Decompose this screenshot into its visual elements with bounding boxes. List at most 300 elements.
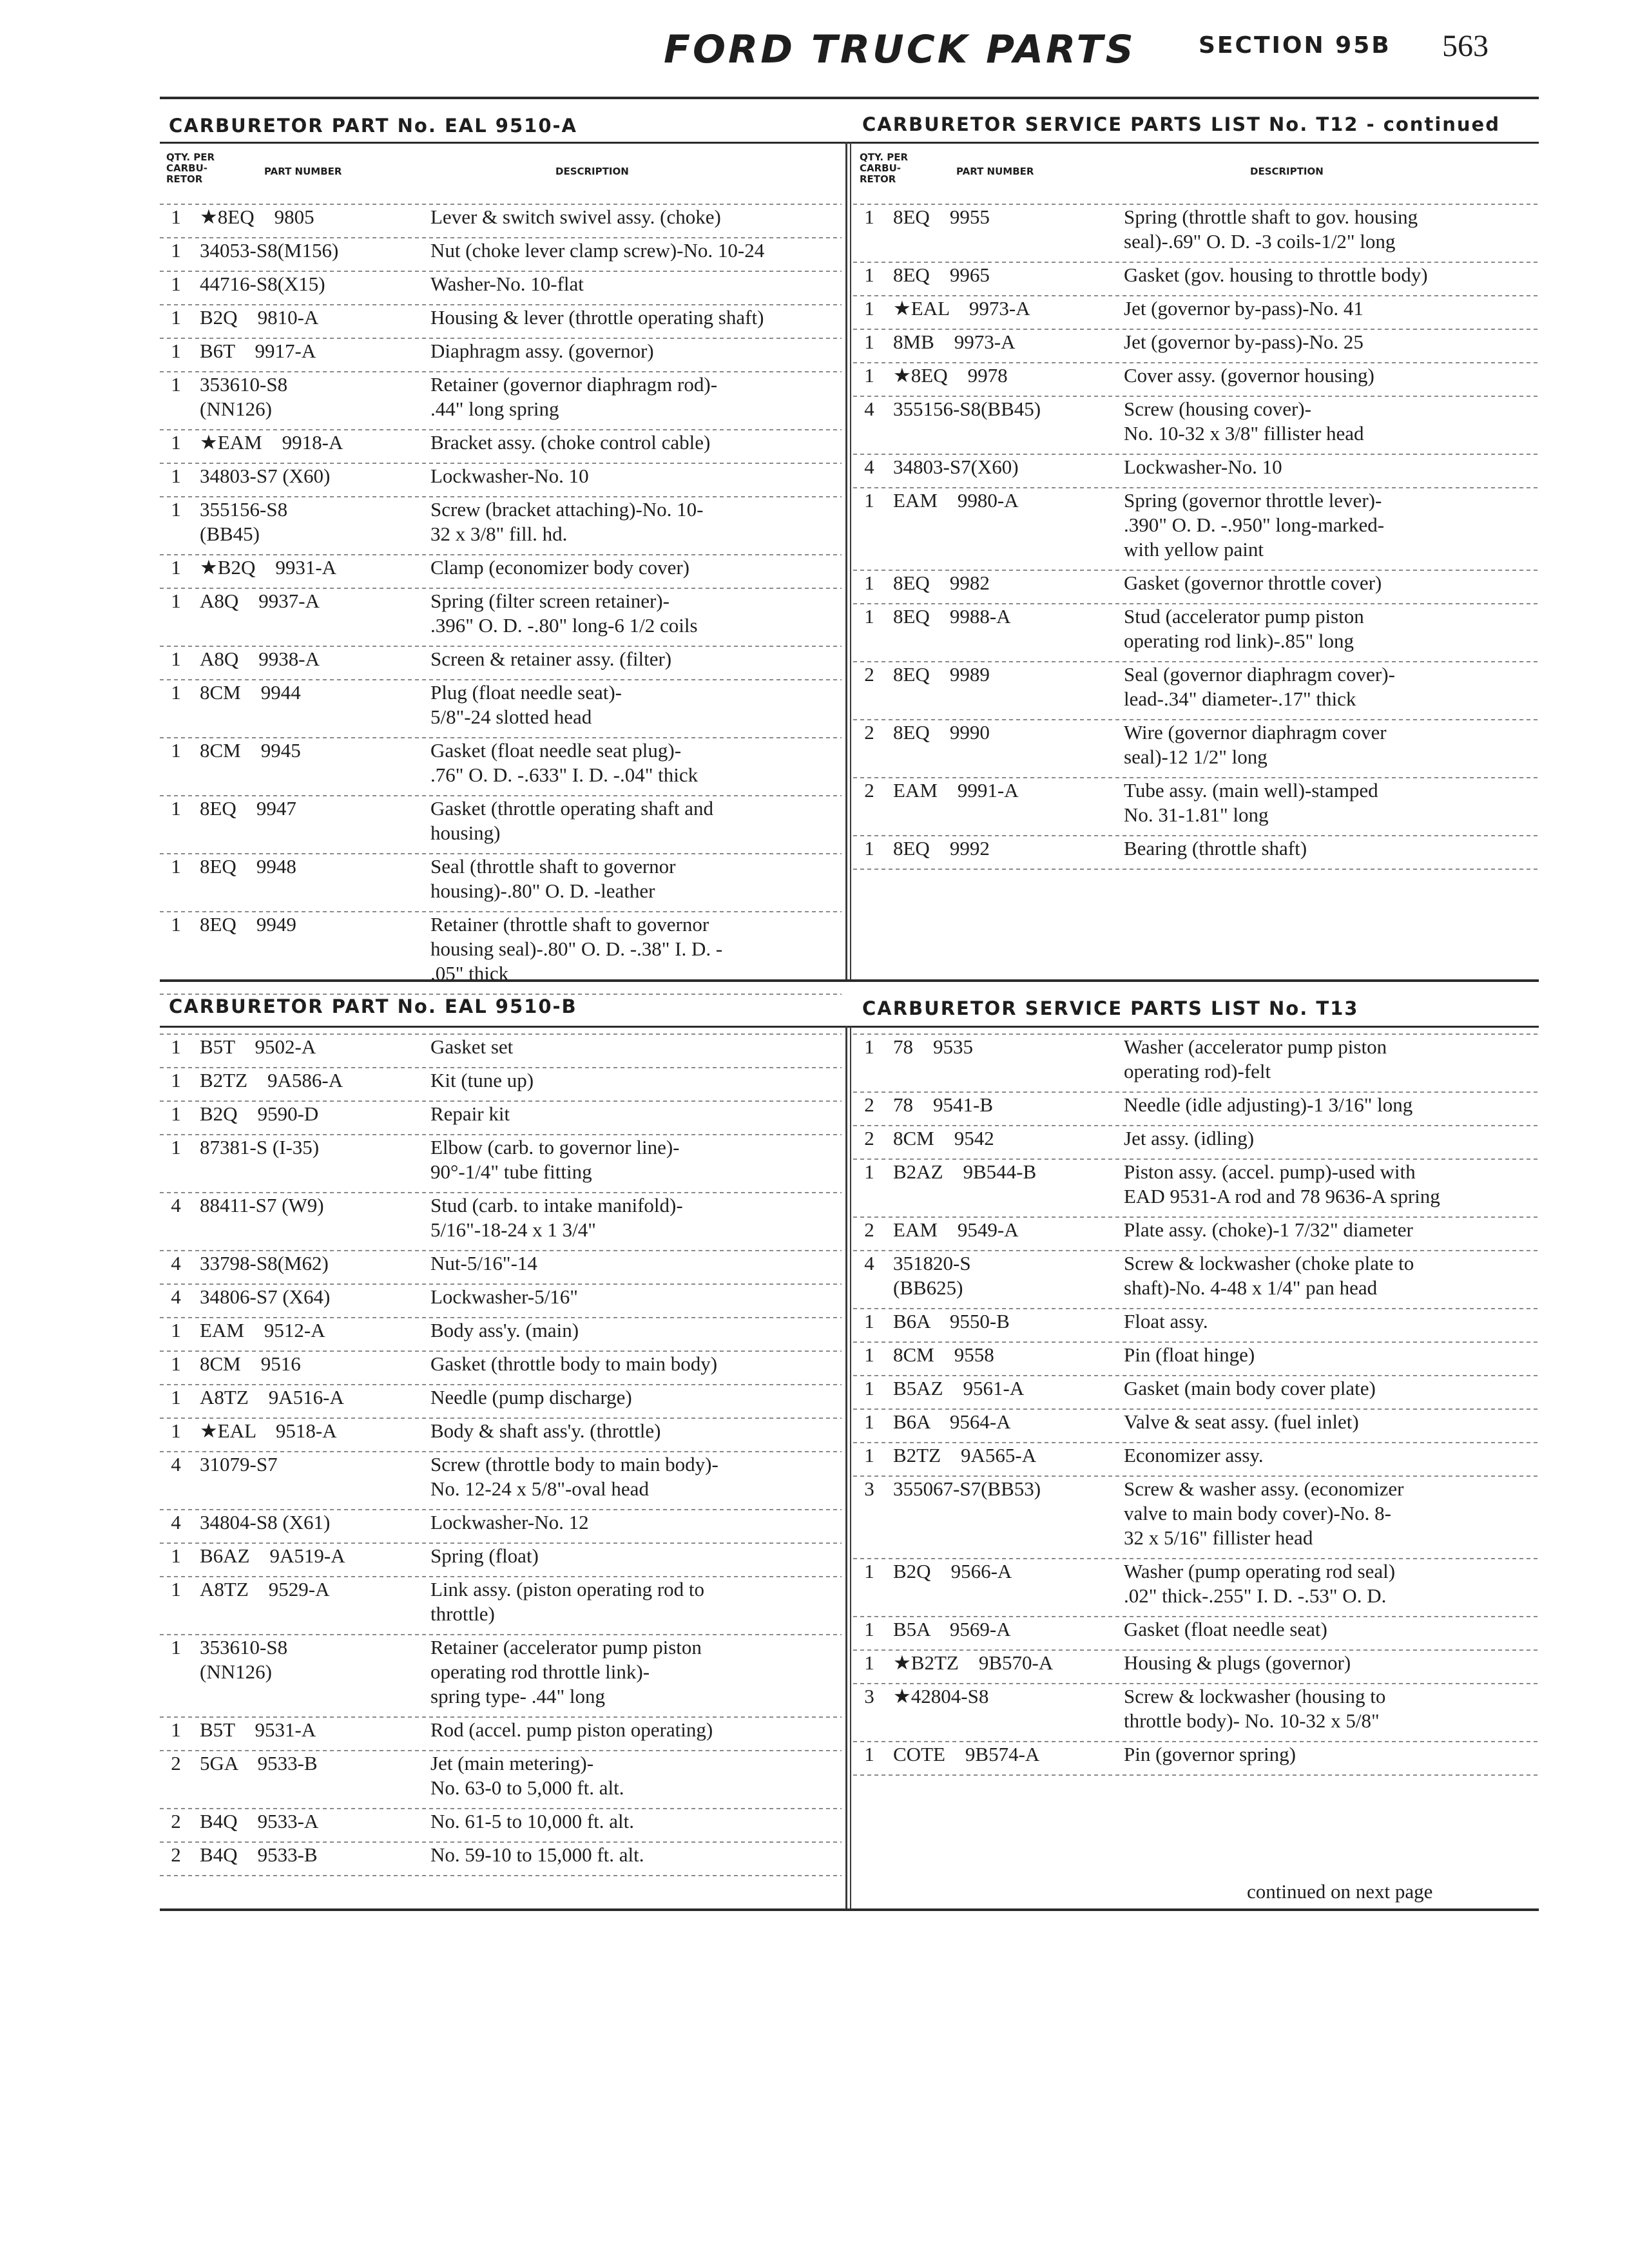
qty-cell: 2	[864, 721, 874, 744]
part-number-cell: 355156-S8 (BB45)	[200, 498, 288, 545]
part-number-cell: EAM 9980-A	[893, 489, 1019, 512]
table-row	[160, 1576, 842, 1628]
table-row	[160, 588, 842, 639]
description-cell: Gasket (throttle operating shaft and housing)	[430, 797, 714, 844]
table-row	[853, 1308, 1539, 1335]
part-number-cell: 8CM 9945	[200, 739, 301, 762]
part-number-cell: B2Q 9590-D	[200, 1102, 319, 1125]
parts-table-eal-9510-b	[160, 1033, 842, 1903]
header-rule	[160, 97, 1539, 99]
table-row	[853, 295, 1539, 322]
description-cell: Stud (accelerator pump piston operating rod link)-.85" long	[1124, 605, 1364, 652]
description-cell: Bearing (throttle shaft)	[1124, 837, 1307, 860]
column-divider-lower-2	[850, 1026, 851, 1908]
table-row	[160, 1134, 842, 1186]
part-number-cell: 8CM 9542	[893, 1127, 994, 1149]
part-number-cell: 8EQ 9965	[893, 264, 990, 286]
table-row	[160, 1750, 842, 1802]
description-cell: Repair kit	[430, 1102, 510, 1125]
description-cell: Nut (choke lever clamp screw)-No. 10-24	[430, 239, 765, 262]
qty-cell: 1	[171, 1069, 181, 1091]
description-cell: Pin (governor spring)	[1124, 1743, 1296, 1765]
qty-cell: 1	[171, 1136, 181, 1158]
part-number-cell: B2Q 9566-A	[893, 1560, 1012, 1582]
table-row	[853, 1375, 1539, 1402]
table-row	[853, 362, 1539, 389]
part-number-cell: 78 9535	[893, 1035, 973, 1058]
description-cell: Economizer assy.	[1124, 1444, 1264, 1466]
parts-table-service-list-t12	[853, 204, 1539, 977]
part-number-cell: EAM 9512-A	[200, 1319, 325, 1341]
description-cell: Housing & lever (throttle operating shaft)	[430, 306, 764, 329]
parts-table-eal-9510-a	[160, 204, 842, 985]
description-cell: Bracket assy. (choke control cable)	[430, 431, 711, 454]
qty-cell: 1	[171, 1102, 181, 1125]
qty-cell: 4	[864, 398, 874, 420]
part-number-cell: B2Q 9810-A	[200, 306, 319, 329]
column-header-qty: QTY. PER CARBU- RETOR	[166, 151, 215, 185]
qty-cell: 1	[171, 1035, 181, 1058]
part-number-cell: 353610-S8 (NN126)	[200, 1636, 288, 1683]
continued-note: continued on next page	[1247, 1880, 1433, 1903]
table-row	[853, 1125, 1539, 1152]
part-number-cell: A8Q 9938-A	[200, 648, 320, 670]
qty-cell: 1	[171, 855, 181, 878]
table-row	[160, 1033, 842, 1061]
qty-cell: 1	[171, 1718, 181, 1741]
table-row	[853, 204, 1539, 255]
qty-cell: 1	[171, 681, 181, 704]
description-cell: Screw (throttle body to main body)- No. 12-24 x 5/8"-oval head	[430, 1453, 718, 1500]
table-row	[160, 646, 842, 673]
block-title-service-list-t12: CARBURETOR SERVICE PARTS LIST No. T12 - continued	[862, 113, 1500, 135]
qty-cell: 1	[864, 1410, 874, 1433]
qty-cell: 2	[171, 1752, 181, 1774]
qty-cell: 1	[864, 1035, 874, 1058]
part-number-cell: B5AZ 9561-A	[893, 1377, 1025, 1399]
table-end-rule	[160, 1875, 842, 1876]
part-number-cell: 88411-S7 (W9)	[200, 1194, 324, 1216]
qty-cell: 1	[171, 465, 181, 487]
part-number-cell: 87381-S (I-35)	[200, 1136, 320, 1158]
description-cell: Needle (pump discharge)	[430, 1386, 632, 1408]
description-cell: Screw (bracket attaching)-No. 10- 32 x 3/8" fill. hd.	[430, 498, 704, 545]
page-number: 563	[1442, 29, 1489, 63]
qty-cell: 1	[864, 264, 874, 286]
table-row	[160, 1067, 842, 1094]
description-cell: Wire (governor diaphragm cover seal)-12 1/2" long	[1124, 721, 1387, 768]
part-number-cell: 8EQ 9990	[893, 721, 990, 744]
part-number-cell: COTE 9B574-A	[893, 1743, 1040, 1765]
description-cell: Retainer (governor diaphragm rod)- .44" long spring	[430, 373, 718, 420]
table-row	[853, 1033, 1539, 1085]
description-cell: Plate assy. (choke)-1 7/32" diameter	[1124, 1218, 1413, 1241]
description-cell: Jet assy. (idling)	[1124, 1127, 1255, 1149]
part-number-cell: 33798-S8(M62)	[200, 1252, 329, 1274]
table-row	[853, 1250, 1539, 1302]
table-row	[853, 329, 1539, 356]
part-number-cell: 34804-S8 (X61)	[200, 1511, 331, 1533]
qty-cell: 1	[864, 489, 874, 512]
qty-cell: 1	[171, 1636, 181, 1658]
part-number-cell: B2AZ 9B544-B	[893, 1160, 1037, 1183]
table-row	[853, 1683, 1539, 1735]
table-row	[853, 719, 1539, 771]
part-number-cell: B6A 9550-B	[893, 1310, 1010, 1332]
table-row	[853, 454, 1539, 481]
description-cell: Screw (housing cover)- No. 10-32 x 3/8" fillister head	[1124, 398, 1364, 445]
part-number-cell: 8CM 9558	[893, 1343, 994, 1366]
part-number-cell: B2TZ 9A586-A	[200, 1069, 343, 1091]
qty-cell: 4	[171, 1453, 181, 1475]
description-cell: Lockwasher-No. 10	[430, 465, 589, 487]
table-row	[853, 1408, 1539, 1436]
qty-cell: 1	[864, 1444, 874, 1466]
part-number-cell: ★EAL 9973-A	[893, 297, 1030, 320]
part-number-cell: ★8EQ 9978	[893, 364, 1008, 387]
qty-cell: 1	[864, 572, 874, 594]
table-row	[160, 496, 842, 548]
table-row	[160, 795, 842, 847]
block-title-eal-9510-b: CARBURETOR PART No. EAL 9510-B	[169, 995, 577, 1017]
part-number-cell: 5GA 9533-B	[200, 1752, 318, 1774]
qty-cell: 2	[171, 1810, 181, 1832]
part-number-cell: ★B2TZ 9B570-A	[893, 1651, 1054, 1674]
lower-top-rule	[160, 1026, 1539, 1028]
qty-cell: 1	[171, 498, 181, 521]
table-row	[160, 1808, 842, 1835]
qty-cell: 1	[171, 590, 181, 612]
qty-cell: 2	[864, 663, 874, 686]
qty-cell: 2	[171, 1843, 181, 1866]
qty-cell: 1	[864, 364, 874, 387]
description-cell: Gasket set	[430, 1035, 514, 1058]
qty-cell: 1	[864, 605, 874, 628]
part-number-cell: 34053-S8(M156)	[200, 239, 339, 262]
qty-cell: 1	[864, 206, 874, 228]
column-header-description: DESCRIPTION	[555, 166, 629, 177]
qty-cell: 1	[864, 1618, 874, 1640]
description-cell: Clamp (economizer body cover)	[430, 556, 689, 579]
qty-cell: 1	[864, 297, 874, 320]
table-row	[853, 1216, 1539, 1244]
part-number-cell: 8EQ 9982	[893, 572, 990, 594]
description-cell: Rod (accel. pump piston operating)	[430, 1718, 713, 1741]
description-cell: No. 59-10 to 15,000 ft. alt.	[430, 1843, 644, 1866]
table-row	[160, 1384, 842, 1411]
qty-cell: 1	[171, 797, 181, 820]
qty-cell: 1	[864, 1310, 874, 1332]
part-number-cell: A8TZ 9529-A	[200, 1578, 330, 1600]
part-number-cell: 351820-S (BB625)	[893, 1252, 971, 1299]
description-cell: Gasket (gov. housing to throttle body)	[1124, 264, 1428, 286]
column-divider-upper	[845, 142, 847, 979]
table-row	[853, 1442, 1539, 1469]
table-row	[853, 396, 1539, 447]
table-row	[160, 737, 842, 789]
qty-cell: 1	[864, 1560, 874, 1582]
table-row	[853, 262, 1539, 289]
part-number-cell: B4Q 9533-B	[200, 1843, 318, 1866]
part-number-cell: 8EQ 9947	[200, 797, 296, 820]
table-row	[853, 777, 1539, 829]
table-row	[853, 1649, 1539, 1677]
qty-cell: 4	[171, 1252, 181, 1274]
qty-cell: 1	[171, 373, 181, 396]
column-header-description: DESCRIPTION	[1250, 166, 1324, 177]
qty-cell: 1	[171, 1319, 181, 1341]
part-number-cell: 44716-S8(X15)	[200, 273, 325, 295]
qty-cell: 2	[864, 779, 874, 802]
description-cell: Washer (accelerator pump piston operating rod)-felt	[1124, 1035, 1387, 1082]
qty-cell: 1	[171, 306, 181, 329]
table-row	[160, 1509, 842, 1536]
description-cell: Spring (throttle shaft to gov. housing seal)-.69" O. D. -3 coils-1/2" long	[1124, 206, 1418, 253]
column-header-part-number: PART NUMBER	[264, 166, 342, 177]
description-cell: Washer-No. 10-flat	[430, 273, 584, 295]
qty-cell: 1	[171, 1352, 181, 1375]
part-number-cell: ★8EQ 9805	[200, 206, 314, 228]
table-row	[853, 1091, 1539, 1119]
part-number-cell: B2TZ 9A565-A	[893, 1444, 1037, 1466]
table-row	[853, 835, 1539, 862]
table-row	[160, 237, 842, 264]
part-number-cell: 8EQ 9948	[200, 855, 296, 878]
description-cell: Seal (throttle shaft to governor housing)-.80" O. D. -leather	[430, 855, 676, 902]
table-row	[160, 429, 842, 456]
description-cell: Spring (float)	[430, 1544, 539, 1567]
description-cell: Jet (governor by-pass)-No. 25	[1124, 331, 1364, 353]
part-number-cell: 355067-S7(BB53)	[893, 1477, 1041, 1500]
qty-cell: 1	[171, 206, 181, 228]
part-number-cell: EAM 9549-A	[893, 1218, 1019, 1241]
part-number-cell: 8CM 9944	[200, 681, 301, 704]
description-cell: Gasket (main body cover plate)	[1124, 1377, 1376, 1399]
part-number-cell: ★B2Q 9931-A	[200, 556, 337, 579]
description-cell: Plug (float needle seat)- 5/8"-24 slotted head	[430, 681, 622, 728]
qty-cell: 1	[171, 913, 181, 936]
qty-cell: 3	[864, 1685, 874, 1707]
table-row	[160, 1317, 842, 1344]
table-row	[160, 1192, 842, 1244]
qty-cell: 4	[171, 1511, 181, 1533]
description-cell: Nut-5/16"-14	[430, 1252, 537, 1274]
section-label: SECTION 95B	[1199, 32, 1391, 59]
table-end-rule	[160, 994, 842, 995]
qty-cell: 1	[171, 431, 181, 454]
part-number-cell: ★42804-S8	[893, 1685, 989, 1707]
part-number-cell: B5T 9502-A	[200, 1035, 316, 1058]
table-row	[160, 1283, 842, 1311]
qty-cell: 3	[864, 1477, 874, 1500]
part-number-cell: B6A 9564-A	[893, 1410, 1011, 1433]
description-cell: Washer (pump operating rod seal) .02" thick-.255" I. D. -.53" O. D.	[1124, 1560, 1396, 1607]
part-number-cell: EAM 9991-A	[893, 779, 1019, 802]
description-cell: Stud (carb. to intake manifold)- 5/16"-18-24 x 1 3/4"	[430, 1194, 683, 1241]
table-row	[160, 271, 842, 298]
column-header-part-number: PART NUMBER	[956, 166, 1034, 177]
qty-cell: 1	[171, 1419, 181, 1442]
block-title-service-list-t13: CARBURETOR SERVICE PARTS LIST No. T13	[862, 997, 1359, 1019]
table-end-rule	[853, 1774, 1539, 1776]
qty-cell: 4	[171, 1194, 181, 1216]
table-row	[160, 1634, 842, 1710]
description-cell: Kit (tune up)	[430, 1069, 534, 1091]
qty-cell: 1	[171, 273, 181, 295]
description-cell: Retainer (accelerator pump piston operating rod throttle link)- spring type- .44" long	[430, 1636, 702, 1707]
qty-cell: 4	[171, 1285, 181, 1308]
table-row	[853, 661, 1539, 713]
description-cell: Float assy.	[1124, 1310, 1208, 1332]
table-row	[853, 487, 1539, 563]
qty-cell: 1	[171, 239, 181, 262]
part-number-cell: B6T 9917-A	[200, 340, 316, 362]
description-cell: Housing & plugs (governor)	[1124, 1651, 1351, 1674]
qty-cell: 4	[864, 1252, 874, 1274]
table-row	[160, 1418, 842, 1445]
description-cell: Spring (filter screen retainer)- .396" O. D. -.80" long-6 1/2 coils	[430, 590, 698, 637]
qty-cell: 2	[864, 1093, 874, 1116]
column-divider-lower	[845, 1026, 847, 1908]
table-row	[160, 1716, 842, 1744]
description-cell: Lockwasher-5/16"	[430, 1285, 578, 1308]
table-row	[853, 1158, 1539, 1210]
table-row	[853, 1341, 1539, 1369]
part-number-cell: A8Q 9937-A	[200, 590, 320, 612]
description-cell: Lockwasher-No. 10	[1124, 456, 1282, 478]
description-cell: Screw & lockwasher (choke plate to shaft)-No. 4-48 x 1/4" pan head	[1124, 1252, 1414, 1299]
table-row	[160, 1350, 842, 1378]
part-number-cell: 78 9541-B	[893, 1093, 993, 1116]
part-number-cell: 31079-S7	[200, 1453, 278, 1475]
qty-cell: 1	[171, 648, 181, 670]
part-number-cell: 8EQ 9949	[200, 913, 296, 936]
table-row	[853, 1741, 1539, 1768]
parts-table-service-list-t13	[853, 1033, 1539, 1903]
table-row	[160, 1100, 842, 1128]
description-cell: Tube assy. (main well)-stamped No. 31-1.81" long	[1124, 779, 1378, 826]
table-row	[160, 853, 842, 905]
description-cell: Lever & switch swivel assy. (choke)	[430, 206, 721, 228]
column-header-qty: QTY. PER CARBU- RETOR	[860, 151, 909, 185]
part-number-cell: B6AZ 9A519-A	[200, 1544, 345, 1567]
qty-cell: 1	[864, 331, 874, 353]
table-row	[160, 1250, 842, 1277]
column-divider-upper-2	[850, 142, 851, 979]
table-row	[160, 1451, 842, 1503]
description-cell: Needle (idle adjusting)-1 3/16" long	[1124, 1093, 1413, 1116]
part-number-cell: A8TZ 9A516-A	[200, 1386, 344, 1408]
table-end-rule	[853, 869, 1539, 870]
description-cell: Gasket (throttle body to main body)	[430, 1352, 718, 1375]
description-cell: Link assy. (piston operating rod to throttle)	[430, 1578, 705, 1625]
qty-cell: 1	[171, 739, 181, 762]
qty-cell: 1	[864, 1343, 874, 1366]
qty-cell: 1	[864, 1651, 874, 1674]
qty-cell: 1	[171, 1386, 181, 1408]
part-number-cell: 353610-S8 (NN126)	[200, 373, 288, 420]
table-row	[160, 463, 842, 490]
qty-cell: 1	[171, 1578, 181, 1600]
description-cell: Spring (governor throttle lever)- .390" O. D. -.950" long-marked- with yellow paint	[1124, 489, 1385, 561]
description-cell: Cover assy. (governor housing)	[1124, 364, 1374, 387]
part-number-cell: 34803-S7 (X60)	[200, 465, 331, 487]
description-cell: Pin (float hinge)	[1124, 1343, 1255, 1366]
description-cell: Lockwasher-No. 12	[430, 1511, 589, 1533]
table-row	[160, 338, 842, 365]
description-cell: Gasket (governor throttle cover)	[1124, 572, 1382, 594]
description-cell: Screw & lockwasher (housing to throttle body)- No. 10-32 x 5/8"	[1124, 1685, 1386, 1732]
description-cell: Gasket (float needle seat plug)- .76" O. D. -.633" I. D. -.04" thick	[430, 739, 699, 786]
description-cell: Retainer (throttle shaft to governor housing seal)-.80" O. D. -.38" I. D. - .05" thick	[430, 913, 723, 985]
part-number-cell: B5A 9569-A	[893, 1618, 1011, 1640]
description-cell: Gasket (float needle seat)	[1124, 1618, 1327, 1640]
table-row	[853, 1558, 1539, 1610]
upper-top-rule	[160, 142, 1539, 144]
part-number-cell: 8EQ 9992	[893, 837, 990, 860]
part-number-cell: 34806-S7 (X64)	[200, 1285, 331, 1308]
table-row	[160, 304, 842, 331]
part-number-cell: 355156-S8(BB45)	[893, 398, 1041, 420]
table-row	[160, 554, 842, 581]
qty-cell: 1	[171, 1544, 181, 1567]
qty-cell: 1	[864, 837, 874, 860]
description-cell: Screw & washer assy. (economizer valve to main body cover)-No. 8- 32 x 5/16" fillister head	[1124, 1477, 1404, 1549]
description-cell: Seal (governor diaphragm cover)- lead-.34" diameter-.17" thick	[1124, 663, 1395, 710]
table-row	[160, 679, 842, 731]
qty-cell: 1	[171, 556, 181, 579]
qty-cell: 2	[864, 1127, 874, 1149]
qty-cell: 4	[864, 456, 874, 478]
table-row	[853, 1475, 1539, 1552]
table-row	[853, 603, 1539, 655]
table-row	[853, 1616, 1539, 1643]
description-cell: Screen & retainer assy. (filter)	[430, 648, 672, 670]
table-row	[160, 204, 842, 231]
description-cell: Jet (main metering)- No. 63-0 to 5,000 ft. alt.	[430, 1752, 624, 1799]
table-row	[853, 570, 1539, 597]
page-title: FORD TRUCK PARTS	[664, 27, 1136, 72]
part-number-cell: 8EQ 9955	[893, 206, 990, 228]
description-cell: Elbow (carb. to governor line)- 90°-1/4" tube fitting	[430, 1136, 680, 1183]
part-number-cell: 8EQ 9989	[893, 663, 990, 686]
qty-cell: 1	[864, 1160, 874, 1183]
description-cell: Piston assy. (accel. pump)-used with EAD 9531-A rod and 78 9636-A spring	[1124, 1160, 1440, 1207]
description-cell: Valve & seat assy. (fuel inlet)	[1124, 1410, 1359, 1433]
part-number-cell: 34803-S7(X60)	[893, 456, 1019, 478]
block-title-eal-9510-a: CARBURETOR PART No. EAL 9510-A	[169, 115, 577, 137]
table-row	[160, 1542, 842, 1570]
description-cell: Body & shaft ass'y. (throttle)	[430, 1419, 661, 1442]
part-number-cell: B4Q 9533-A	[200, 1810, 319, 1832]
description-cell: Jet (governor by-pass)-No. 41	[1124, 297, 1364, 320]
table-row	[160, 1841, 842, 1869]
description-cell: Diaphragm assy. (governor)	[430, 340, 654, 362]
part-number-cell: 8MB 9973-A	[893, 331, 1016, 353]
qty-cell: 1	[864, 1377, 874, 1399]
description-cell: No. 61-5 to 10,000 ft. alt.	[430, 1810, 634, 1832]
qty-cell: 2	[864, 1218, 874, 1241]
part-number-cell: 8CM 9516	[200, 1352, 301, 1375]
part-number-cell: ★EAM 9918-A	[200, 431, 343, 454]
bottom-rule	[160, 1908, 1539, 1911]
part-number-cell: ★EAL 9518-A	[200, 1419, 337, 1442]
description-cell: Body ass'y. (main)	[430, 1319, 579, 1341]
qty-cell: 1	[171, 340, 181, 362]
part-number-cell: 8EQ 9988-A	[893, 605, 1011, 628]
table-row	[160, 371, 842, 423]
qty-cell: 1	[864, 1743, 874, 1765]
